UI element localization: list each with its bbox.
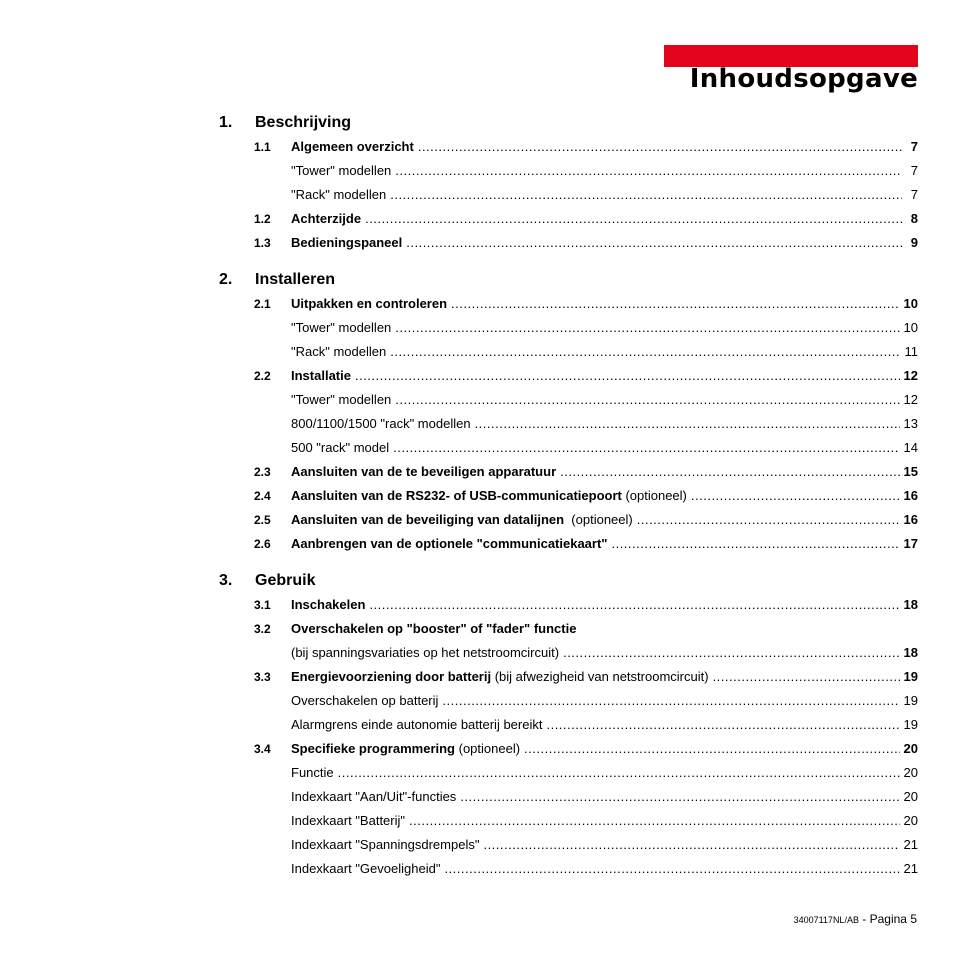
entry-text: Indexkaart "Batterij" xyxy=(291,813,406,828)
entry-label xyxy=(291,488,687,503)
section-number: 3. xyxy=(219,572,233,589)
dot-leader xyxy=(395,163,902,178)
document-code: 34007117NL/AB xyxy=(793,915,859,925)
dot-leader xyxy=(390,344,900,359)
entry-page-number: 13 xyxy=(903,416,918,431)
entry-label xyxy=(291,741,520,756)
dot-leader xyxy=(409,813,900,828)
entry-title: Overschakelen op "booster" of "fader" functie xyxy=(291,621,577,636)
entry-label xyxy=(291,211,361,226)
dot-leader xyxy=(406,235,902,250)
dot-leader xyxy=(546,717,899,732)
entry-number: 1.1 xyxy=(254,140,271,154)
entry-title: Aanbrengen van de optionele "communicatiekaart" xyxy=(291,536,608,551)
entry-page-number: 19 xyxy=(903,693,918,708)
entry-text: Indexkaart "Aan/Uit"-functies xyxy=(291,789,457,804)
entry-label xyxy=(291,693,438,708)
dot-leader xyxy=(338,765,900,780)
entry-label xyxy=(291,512,633,527)
entry-number: 2.1 xyxy=(254,297,271,311)
toc-entry[interactable] xyxy=(254,536,918,554)
entry-label xyxy=(291,296,447,311)
entry-text: Indexkaart "Spanningsdrempels" xyxy=(291,837,480,852)
entry-page-number: 11 xyxy=(904,344,918,359)
toc-subentry[interactable] xyxy=(254,765,918,783)
toc-subentry[interactable] xyxy=(254,645,918,663)
entry-page-number: 12 xyxy=(903,368,918,383)
toc-subentry[interactable] xyxy=(254,813,918,831)
entry-title: Uitpakken en controleren xyxy=(291,296,448,311)
toc-subentry[interactable] xyxy=(254,837,918,855)
toc-subentry[interactable] xyxy=(254,187,918,205)
entry-page-number: 12 xyxy=(903,392,918,407)
toc-entry[interactable] xyxy=(254,621,918,639)
entry-page-number: 19 xyxy=(903,717,918,732)
dot-leader xyxy=(560,464,899,479)
entry-title: Algemeen overzicht xyxy=(291,139,414,154)
entry-label xyxy=(291,440,389,455)
entry-label xyxy=(291,837,479,852)
entry-text: "Tower" modellen xyxy=(291,163,392,178)
entry-note: (bij afwezigheid van netstroomcircuit) xyxy=(491,669,709,684)
section-number: 1. xyxy=(219,114,233,131)
entry-label xyxy=(291,344,386,359)
entry-text: "Tower" modellen xyxy=(291,320,392,335)
entry-label xyxy=(291,813,405,828)
entry-note: (optioneel) xyxy=(564,512,633,527)
dot-leader xyxy=(691,488,900,503)
toc-subentry[interactable] xyxy=(254,440,918,458)
entry-number: 1.2 xyxy=(254,212,271,226)
toc-subentry[interactable] xyxy=(254,344,918,362)
entry-label xyxy=(291,669,709,684)
entry-label xyxy=(291,139,414,154)
dot-leader xyxy=(369,597,899,612)
section-title: Installeren xyxy=(255,271,336,288)
section-title: Gebruik xyxy=(255,572,316,589)
entry-number: 3.2 xyxy=(254,622,271,636)
entry-page-number: 7 xyxy=(910,139,918,154)
entry-label xyxy=(291,765,334,780)
entry-page-number: 14 xyxy=(903,440,918,455)
entry-label xyxy=(291,320,391,335)
entry-label xyxy=(291,861,440,876)
dot-leader xyxy=(355,368,900,383)
entry-page-number: 16 xyxy=(903,488,918,503)
dot-leader xyxy=(475,416,900,431)
entry-number: 3.4 xyxy=(254,742,271,756)
dot-leader xyxy=(637,512,900,527)
dot-leader xyxy=(365,211,902,226)
toc-entry[interactable] xyxy=(254,488,918,506)
entry-label xyxy=(291,416,471,431)
dot-leader xyxy=(444,861,899,876)
toc-entry[interactable] xyxy=(254,512,918,530)
section-number: 2. xyxy=(219,271,233,288)
toc-entry[interactable] xyxy=(254,464,918,482)
entry-text: 800/1100/1500 "rack" modellen xyxy=(291,416,471,431)
toc-entry[interactable] xyxy=(254,669,918,687)
entry-text: Alarmgrens einde autonomie batterij bereikt xyxy=(291,717,543,732)
toc-subentry[interactable] xyxy=(254,392,918,410)
entry-title: Achterzijde xyxy=(291,211,362,226)
entry-label xyxy=(291,597,365,612)
toc-subentry[interactable] xyxy=(254,861,918,879)
entry-text: "Rack" modellen xyxy=(291,187,387,202)
dot-leader xyxy=(451,296,899,311)
entry-number: 2.5 xyxy=(254,513,271,527)
entry-page-number: 19 xyxy=(903,669,918,684)
dot-leader xyxy=(483,837,899,852)
entry-title: Specifieke programmering xyxy=(291,741,455,756)
toc-subentry[interactable] xyxy=(254,163,918,181)
entry-note: (optioneel) xyxy=(455,741,521,756)
entry-page-number: 10 xyxy=(903,320,918,335)
dot-leader xyxy=(390,187,902,202)
entry-text: Overschakelen op batterij xyxy=(291,693,439,708)
page-title: Inhoudsopgave xyxy=(689,64,918,94)
entry-page-number: 9 xyxy=(910,235,918,250)
entry-page-number: 7 xyxy=(910,187,918,202)
entry-label xyxy=(291,789,456,804)
entry-number: 2.2 xyxy=(254,369,271,383)
entry-page-number: 20 xyxy=(903,765,918,780)
entry-title: Aansluiten van de RS232- of USB-communicatiepoort xyxy=(291,488,622,503)
dot-leader xyxy=(395,392,899,407)
entry-number: 2.6 xyxy=(254,537,271,551)
entry-label xyxy=(291,717,542,732)
entry-number: 3.1 xyxy=(254,598,271,612)
toc-entry[interactable] xyxy=(254,597,918,615)
entry-page-number: 18 xyxy=(903,645,918,660)
entry-number: 1.3 xyxy=(254,236,271,250)
dot-leader xyxy=(418,139,902,154)
entry-page-number: 20 xyxy=(903,741,918,756)
entry-page-number: 17 xyxy=(903,536,918,551)
entry-title: Aansluiten van de beveiliging van datalijnen xyxy=(291,512,565,527)
entry-note: (optioneel) xyxy=(621,488,687,503)
entry-label xyxy=(291,163,391,178)
section-title: Beschrijving xyxy=(255,114,352,131)
entry-text: "Rack" modellen xyxy=(291,344,387,359)
entry-number: 2.3 xyxy=(254,465,271,479)
toc-entry[interactable] xyxy=(254,296,918,314)
toc-entry[interactable] xyxy=(254,741,918,759)
section-heading[interactable] xyxy=(219,271,335,289)
entry-label xyxy=(291,368,351,383)
dot-leader xyxy=(442,693,899,708)
entry-title: Inschakelen xyxy=(291,597,366,612)
dot-leader xyxy=(395,320,899,335)
toc-entry[interactable] xyxy=(254,368,918,386)
section-heading[interactable] xyxy=(219,572,315,590)
entry-page-number: 21 xyxy=(903,837,918,852)
entry-label xyxy=(291,235,402,250)
entry-page-number: 20 xyxy=(903,813,918,828)
entry-page-number: 10 xyxy=(903,296,918,311)
entry-page-number: 7 xyxy=(910,163,918,178)
entry-text: 500 "rack" model xyxy=(291,440,390,455)
entry-label xyxy=(291,645,559,660)
dot-leader xyxy=(563,645,899,660)
toc-subentry[interactable] xyxy=(254,416,918,434)
entry-page-number: 15 xyxy=(903,464,918,479)
entry-number: 3.3 xyxy=(254,670,271,684)
entry-text: Indexkaart "Gevoeligheid" xyxy=(291,861,441,876)
entry-title: Aansluiten van de te beveiligen apparatuur xyxy=(291,464,557,479)
dot-leader xyxy=(611,536,899,551)
section-heading[interactable] xyxy=(219,114,351,132)
toc-entry[interactable] xyxy=(254,235,918,253)
toc-entry[interactable] xyxy=(254,139,918,157)
toc-entry[interactable] xyxy=(254,211,918,229)
entry-page-number: 20 xyxy=(903,789,918,804)
toc-subentry[interactable] xyxy=(254,320,918,338)
entry-page-number: 18 xyxy=(903,597,918,612)
dot-leader xyxy=(524,741,899,756)
entry-page-number: 21 xyxy=(903,861,918,876)
page-footer xyxy=(794,912,917,926)
entry-text: (bij spanningsvariaties op het netstroomcircuit) xyxy=(291,645,560,660)
entry-number: 2.4 xyxy=(254,489,271,503)
dot-leader xyxy=(460,789,899,804)
entry-label xyxy=(291,464,556,479)
entry-page-number: 8 xyxy=(910,211,918,226)
entry-label xyxy=(291,621,576,636)
entry-text: Functie xyxy=(291,765,334,780)
dot-leader xyxy=(393,440,899,455)
entry-page-number: 16 xyxy=(903,512,918,527)
toc-subentry[interactable] xyxy=(254,789,918,807)
entry-title: Energievoorziening door batterij xyxy=(291,669,492,684)
entry-label xyxy=(291,392,391,407)
entry-label xyxy=(291,187,386,202)
entry-title: Installatie xyxy=(291,368,351,383)
toc-subentry[interactable] xyxy=(254,693,918,711)
entry-text: "Tower" modellen xyxy=(291,392,392,407)
entry-title: Bedieningspaneel xyxy=(291,235,403,250)
toc-subentry[interactable] xyxy=(254,717,918,735)
page-number-label: - Pagina 5 xyxy=(858,912,917,926)
dot-leader xyxy=(713,669,900,684)
entry-label xyxy=(291,536,607,551)
